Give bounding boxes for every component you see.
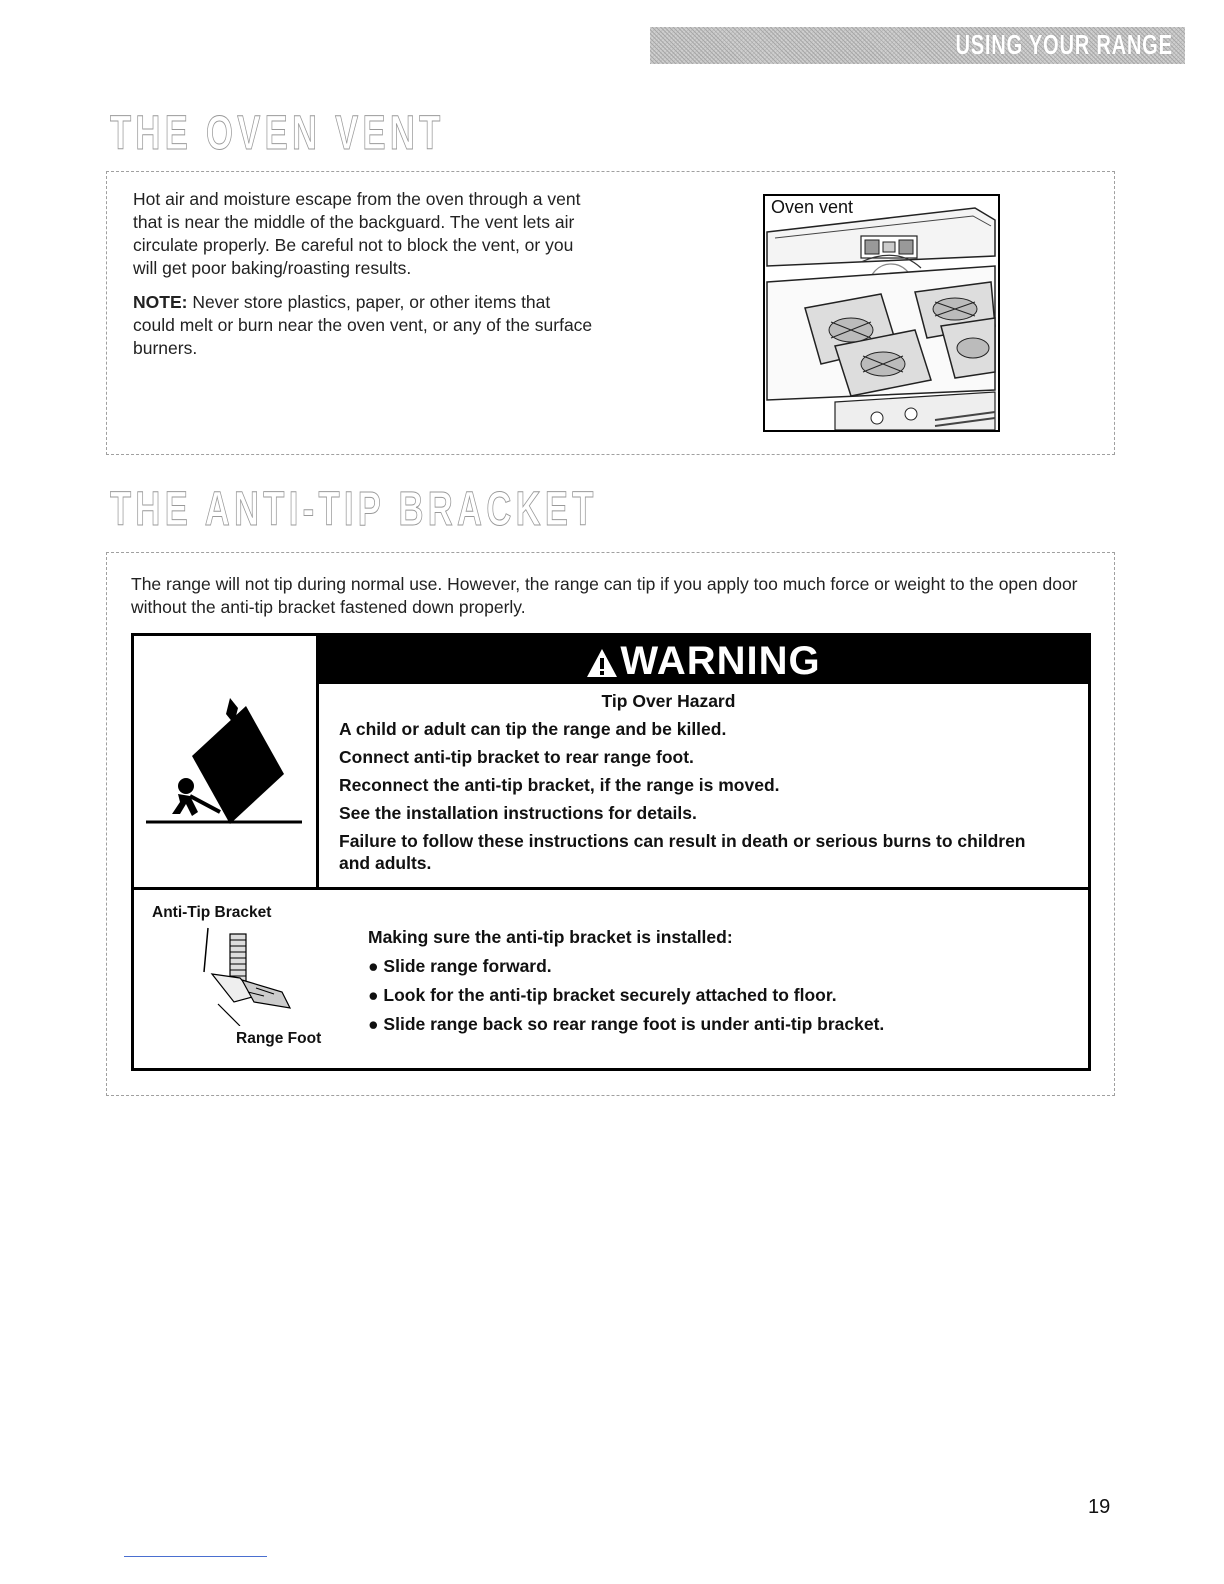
oven-vent-label: Oven vent xyxy=(771,197,854,217)
hazard-title: Tip Over Hazard xyxy=(601,691,736,711)
warning-line: See the installation instructions for details. xyxy=(339,803,697,823)
tip-over-hazard-pictogram xyxy=(134,636,314,886)
warning-box xyxy=(131,633,1091,1071)
anti-tip-bracket-label: Anti-Tip Bracket xyxy=(152,904,272,921)
warning-line: A child or adult can tip the range and be killed. xyxy=(339,719,727,739)
anti-tip-section xyxy=(106,552,1115,1096)
oven-vent-diagram xyxy=(763,194,1000,432)
warning-signal-word: WARNING xyxy=(620,639,821,683)
warning-body xyxy=(339,690,1078,880)
page-number: 19 xyxy=(1088,1496,1111,1518)
oven-vent-text xyxy=(133,188,593,371)
note-text: Never store plastics, paper, or other items that could melt or burn near the oven vent, or any of the surface burners. xyxy=(133,292,593,358)
range-foot-label: Range Foot xyxy=(236,1030,322,1047)
warning-pictogram-panel xyxy=(134,636,319,890)
oven-vent-section xyxy=(106,171,1115,455)
anti-tip-bracket-illustration xyxy=(194,926,304,1026)
install-step: ● Look for the anti-tip bracket securely attached to floor. xyxy=(368,985,837,1005)
banner-text: USING YOUR RANGE xyxy=(955,29,1173,60)
note-label: NOTE: xyxy=(133,292,188,312)
range-cooktop-illustration xyxy=(765,196,998,430)
warning-header xyxy=(319,636,1088,684)
install-step: ● Slide range forward. xyxy=(368,956,552,976)
warning-separator xyxy=(134,887,1088,890)
anti-tip-intro: The range will not tip during normal use. However, the range can tip if you apply too much force or weight to the open door without the anti-tip bracket fastened down properly. xyxy=(131,574,1078,617)
warning-line: Reconnect the anti-tip bracket, if the range is moved. xyxy=(339,775,780,795)
warning-line: Connect anti-tip bracket to rear range foot. xyxy=(339,747,694,767)
install-check-block xyxy=(368,926,884,1042)
warning-line: Failure to follow these instructions can result in death or serious burns to children and adults. xyxy=(339,831,1026,873)
warning-triangle-icon xyxy=(586,648,618,678)
oven-vent-note xyxy=(133,291,593,360)
footer-rule xyxy=(124,1556,267,1557)
install-step: ● Slide range back so rear range foot is under anti-tip bracket. xyxy=(368,1014,885,1034)
anti-tip-heading: THE ANTI-TIP BRACKET xyxy=(110,483,598,536)
oven-vent-heading: THE OVEN VENT xyxy=(110,107,445,160)
section-banner xyxy=(650,27,1185,64)
oven-vent-paragraph: Hot air and moisture escape from the oven through a vent that is near the middle of the backguard. The vent lets air circulate properly. Be careful not to block the vent, or you will get poor baking/roasting results. xyxy=(133,189,581,278)
install-title: Making sure the anti-tip bracket is installed: xyxy=(368,927,733,947)
